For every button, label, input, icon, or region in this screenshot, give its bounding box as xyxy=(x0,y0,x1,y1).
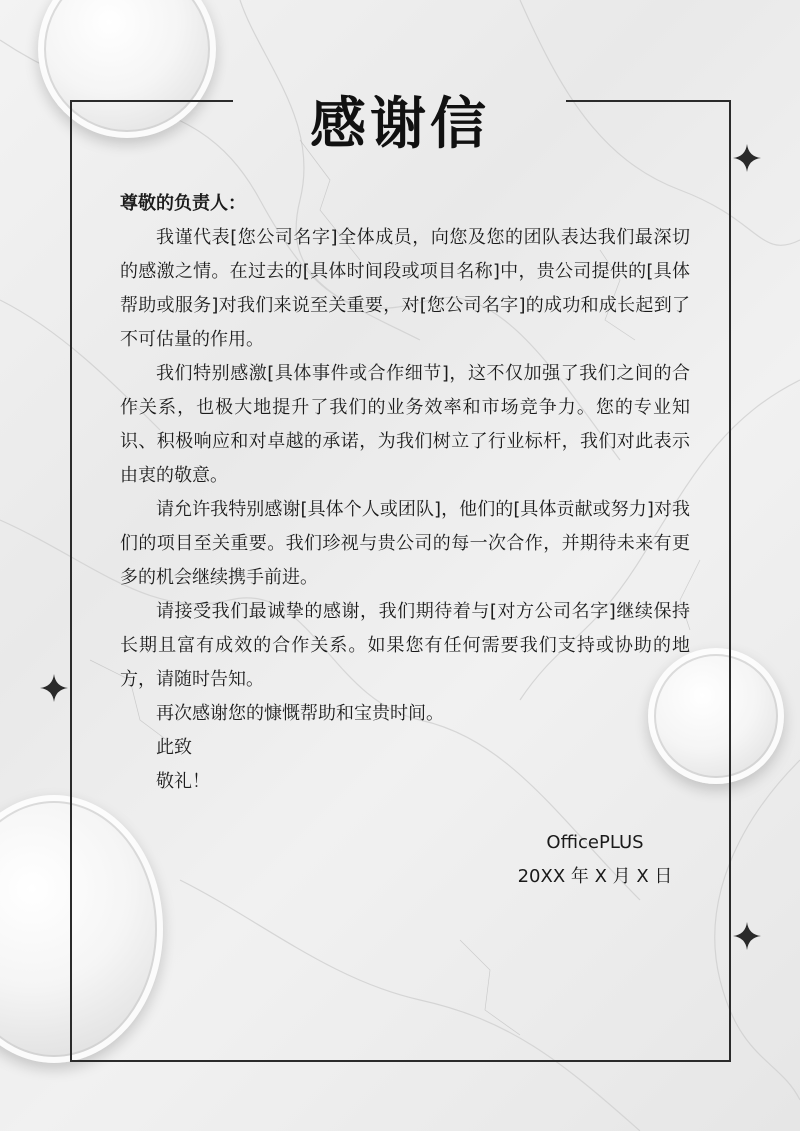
closing-line: 此致 xyxy=(156,737,192,758)
sender-name: OfficePLUS xyxy=(546,832,644,853)
letter-date: 20XX 年 X 月 X 日 xyxy=(517,866,673,887)
closing-regards: 敬礼！ xyxy=(156,771,210,792)
sparkle-icon xyxy=(733,922,761,950)
frame-line xyxy=(70,100,72,1062)
decorative-plate xyxy=(0,795,163,1063)
frame-line xyxy=(70,1060,731,1062)
letter-title: 感谢信 xyxy=(310,92,490,157)
letter-body xyxy=(120,187,690,799)
paragraph: 请允许我特别感谢[具体个人或团队]，他们的[具体贡献或努力]对我们的项目至关重要。我们珍视与贵公司的每一次合作，并期待未来有更多的机会继续携手前进。 xyxy=(120,499,690,588)
frame-line xyxy=(729,100,731,1062)
paragraph: 我谨代表[您公司名字]全体成员，向您及您的团队表达我们最深切的感激之情。在过去的[具体时间段或项目名称]中，贵公司提供的[具体帮助或服务]对我们来说至关重要，对[您公司名字]的成功和成长起到了不可估量的作用。 xyxy=(120,227,690,350)
signature-block xyxy=(500,826,690,894)
paragraph: 我们特别感激[具体事件或合作细节]，这不仅加强了我们之间的合作关系，也极大地提升了我们的业务效率和市场竞争力。您的专业知识、积极响应和对卓越的承诺，为我们树立了行业标杆，我们对此表示由衷的敬意。 xyxy=(120,363,690,486)
paragraph: 再次感谢您的慷慨帮助和宝贵时间。 xyxy=(156,703,444,724)
salutation: 尊敬的负责人： xyxy=(120,193,246,214)
paragraph: 请接受我们最诚挚的感谢，我们期待着与[对方公司名字]继续保持长期且富有成效的合作关系。如果您有任何需要我们支持或协助的地方，请随时告知。 xyxy=(120,601,690,690)
sparkle-icon xyxy=(40,674,68,702)
